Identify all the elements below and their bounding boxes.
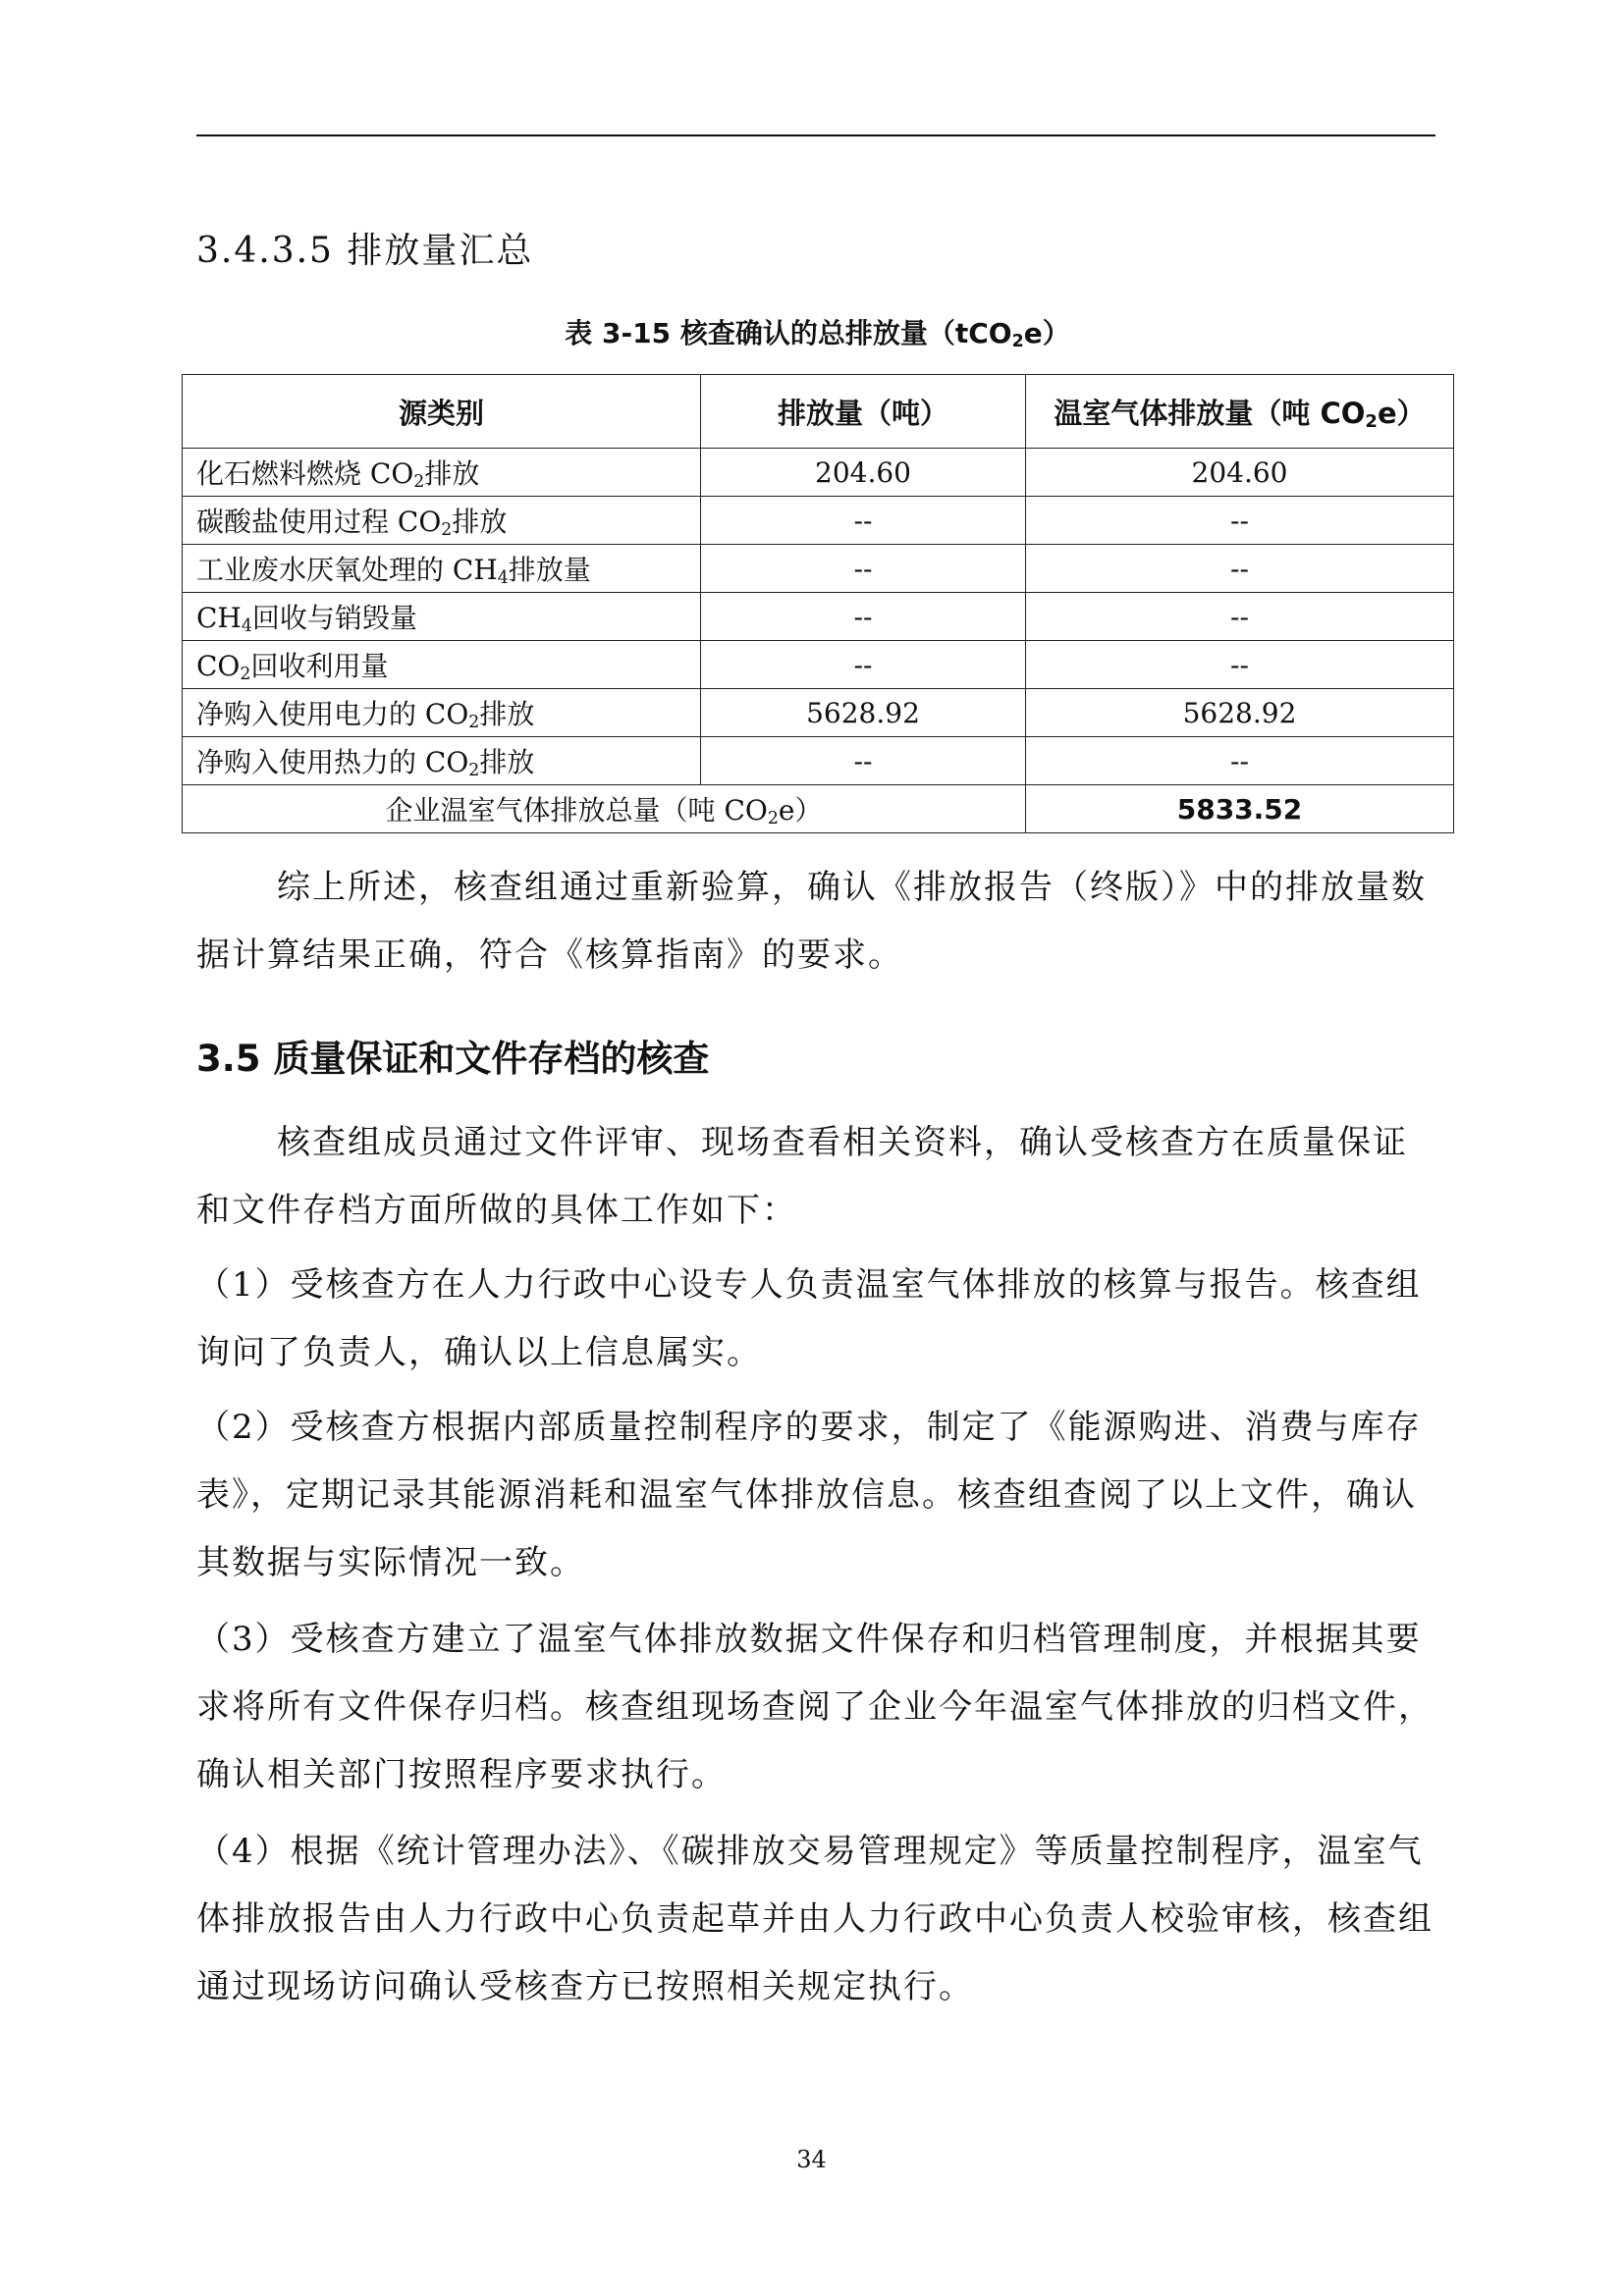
table-row	[183, 737, 1454, 785]
ghg-cell: 5628.92	[1026, 689, 1454, 737]
section-number: 3.4.3.5	[196, 231, 334, 271]
source-cell: 净购入使用热力的 $CO_2$排放	[183, 737, 701, 785]
amount-cell: --	[701, 737, 1026, 785]
total-value: 5833.52	[1026, 785, 1454, 833]
amount-cell: --	[701, 593, 1026, 641]
amount-cell: --	[701, 497, 1026, 545]
amount-cell: --	[701, 545, 1026, 593]
ghg-cell: --	[1026, 545, 1454, 593]
qa-item-2: （2）受核查方根据内部质量控制程序的要求，制定了《能源购进、消费与库存表》，定期记录其能源消耗和温室气体排放信息。核查组查阅了以上文件，确认其数据与实际情况一致。	[196, 1408, 1422, 1582]
ghg-cell: --	[1026, 497, 1454, 545]
caption-subscript: 2	[1011, 332, 1024, 351]
ghg-cell: 204.60	[1026, 449, 1454, 497]
total-label: 企业温室气体排放总量（吨 $CO_2e$）	[183, 785, 1026, 833]
emissions-table	[182, 374, 1454, 833]
table-row	[183, 497, 1454, 545]
caption-suffix: e）	[1023, 317, 1070, 349]
amount-cell: 204.60	[701, 449, 1026, 497]
ghg-cell: --	[1026, 641, 1454, 689]
source-cell: 碳酸盐使用过程 $CO_2$排放	[183, 497, 701, 545]
section-title: 排放量汇总	[347, 231, 534, 271]
source-cell: 净购入使用电力的 $CO_2$排放	[183, 689, 701, 737]
qa-section-heading: 3.5 质量保证和文件存档的核查	[196, 1038, 710, 1080]
qa-intro-paragraph: 核查组成员通过文件评审、现场查看相关资料，确认受核查方在质量保证和文件存档方面所做的具体工作如下：	[196, 1123, 1408, 1230]
qa-item-1: （1）受核查方在人力行政中心设专人负责温室气体排放的核算与报告。核查组询问了负责人，确认以上信息属实。	[196, 1265, 1422, 1372]
table-row	[183, 545, 1454, 593]
source-cell: $CH_4$回收与销毁量	[183, 593, 701, 641]
ghg-cell: --	[1026, 593, 1454, 641]
amount-cell: 5628.92	[701, 689, 1026, 737]
amount-cell: --	[701, 641, 1026, 689]
header-ghg: 温室气体排放量（吨 $CO_2e$）	[1026, 375, 1454, 449]
table-row	[183, 641, 1454, 689]
table-header-row	[183, 375, 1454, 449]
table-caption	[182, 312, 1453, 355]
qa-item-4: （4）根据《统计管理办法》、《碳排放交易管理规定》等质量控制程序，温室气体排放报告由人力行政中心负责起草并由人力行政中心负责人校验审核，核查组通过现场访问确认受核查方已按照相关规定执行。	[196, 1832, 1434, 2006]
table-row	[183, 689, 1454, 737]
source-cell: 工业废水厌氧处理的 $CH_4$排放量	[183, 545, 701, 593]
source-cell: 化石燃料燃烧 $CO_2$排放	[183, 449, 701, 497]
header-source: 源类别	[183, 375, 701, 449]
header-amount: 排放量（吨）	[701, 375, 1026, 449]
qa-item-3: （3）受核查方建立了温室气体排放数据文件保存和归档管理制度，并根据其要求将所有文件保存归档。核查组现场查阅了企业今年温室气体排放的归档文件，确认相关部门按照程序要求执行。	[196, 1620, 1434, 1794]
section-heading	[196, 228, 533, 275]
source-cell: $CO_2$回收利用量	[183, 641, 701, 689]
page-number: 34	[796, 2146, 827, 2173]
table-total-row	[183, 785, 1454, 833]
header-rule	[196, 134, 1435, 136]
ghg-cell: --	[1026, 737, 1454, 785]
table-row	[183, 593, 1454, 641]
table-row	[183, 449, 1454, 497]
caption-text: 表 3-15 核查确认的总排放量（tCO	[565, 317, 1012, 349]
summary-paragraph: 综上所述，核查组通过重新验算，确认《排放报告（终版）》中的排放量数据计算结果正确，符合《核算指南》的要求。	[196, 868, 1427, 975]
